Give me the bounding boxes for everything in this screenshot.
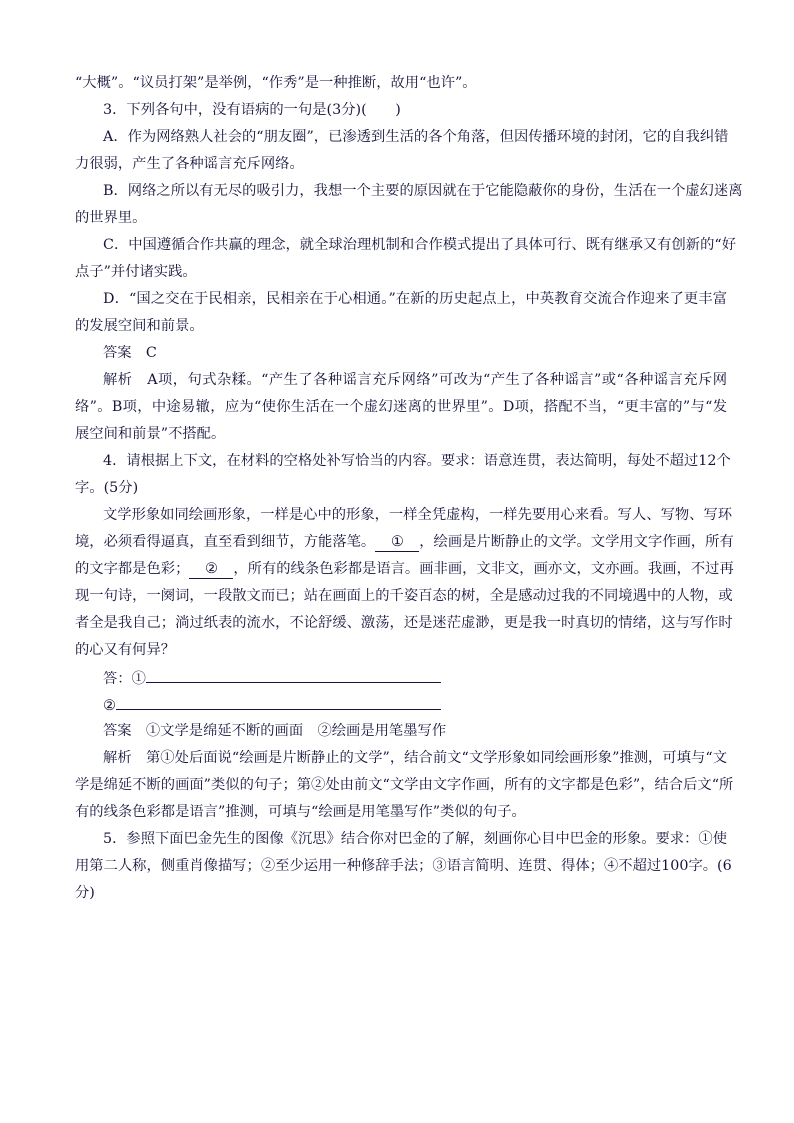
q3-option-a-line2: 力很弱，产生了各种谣言充斥网络。 xyxy=(75,156,304,172)
q4-passage-line3-pre: 的文字都是色彩； xyxy=(75,561,190,577)
q4-analysis-line1: 解析 第①处后面说“绘画是片断静止的文学”，结合前文“文学形象如同绘画形象”推测，可填与“文 xyxy=(103,750,727,766)
q3-analysis-line3: 展空间和前景”不搭配。 xyxy=(75,426,226,442)
q5-stem-line2: 用第二人称，侧重肖像描写；②至少运用一种修辞手法；③语言简明、连贯、得体；④不超过100字。(6 xyxy=(75,858,732,874)
q4-analysis-line2: 学是绵延不断的画面”类似的句子；第②处由前文“文学由文字作画，所有的文字都是色彩”，结合后文“所 xyxy=(75,777,734,793)
blank-1-marker: ① xyxy=(390,534,404,550)
blank-2 xyxy=(189,561,233,579)
q3-analysis-line2: 络”。B项，中途易辙，应为“使你生活在一个虚幻迷离的世界里”。D项，搭配不当，“更丰富的”与“发 xyxy=(75,399,727,415)
q4-stem-line2: 字。(5分) xyxy=(75,480,139,496)
answer-label-2: ② xyxy=(103,698,116,714)
q3-option-b-line2: 的世界里。 xyxy=(75,210,147,226)
q4-passage-line2 xyxy=(75,529,734,556)
q3-analysis-line1: 解析 A项，句式杂糅。“产生了各种谣言充斥网络”可改为“产生了各种谣言”或“各种谣言充斥网 xyxy=(103,372,727,388)
q4-passage-line3 xyxy=(75,556,734,583)
q4-answer-line-2 xyxy=(75,691,727,718)
q4-passage-line2-post: ，绘画是片断静止的文学。文学用文字作画，所有 xyxy=(419,534,734,550)
q4-passage-line6: 的心又有何异？ xyxy=(75,642,176,658)
q3-stem: 3．下列各句中，没有语病的一句是(3分)( ) xyxy=(103,102,401,118)
q4-passage-line2-pre: 境，必须看得逼真，直至看到细节，方能落笔。 xyxy=(75,534,376,550)
blank-2-marker: ② xyxy=(204,561,218,577)
q4-passage-line4: 现一句诗，一阕词，一段散文而已；站在画面上的千姿百态的树，全是感动过我的不同境遇中的人物，或 xyxy=(75,588,733,604)
blank-1 xyxy=(375,534,419,552)
answer-blank-2[interactable] xyxy=(116,691,441,710)
q4-stem-line1: 4．请根据上下文，在材料的空格处补写恰当的内容。要求：语意连贯，表达简明，每处不超过12个 xyxy=(103,453,731,469)
q3-option-d-line1: D．“国之交在于民相亲，民相亲在于心相通。”在新的历史起点上，中英教育交流合作迎来了更丰富 xyxy=(103,291,727,307)
q5-stem-line1: 5．参照下面巴金先生的图像《沉思》结合你对巴金的了解，刻画你心目中巴金的形象。要求：①使 xyxy=(103,831,727,847)
q3-option-c-line2: 点子”并付诸实践。 xyxy=(75,264,197,280)
q4-passage-line1: 文学形象如同绘画形象，一样是心中的形象，一样全凭虚构，一样先要用心来看。写人、写物、写环 xyxy=(103,507,733,523)
q2-analysis-tail: “大概”。“议员打架”是举例，“作秀”是一种推断，故用“也许”。 xyxy=(75,75,477,91)
q3-option-b-line1: B．网络之所以有无尽的吸引力，我想一个主要的原因就在于它能隐蔽你的身份，生活在一个虚幻迷离 xyxy=(103,183,743,199)
q4-answer-line-1 xyxy=(75,664,727,691)
q3-option-a-line1: A．作为网络熟人社会的“朋友圈”，已渗透到生活的各个角落，但因传播环境的封闭，它的自我纠错 xyxy=(103,129,729,145)
q3-option-d-line2: 的发展空间和前景。 xyxy=(75,318,204,334)
document-page xyxy=(75,70,743,907)
q4-passage-line3-post: ，所有的线条色彩都是语言。画非画，文非文，画亦文，文亦画。我画，不过再 xyxy=(233,561,734,577)
q4-answer: 答案 ①文学是绵延不断的画面 ②绘画是用笔墨写作 xyxy=(103,723,447,739)
q3-option-c-line1: C．中国遵循合作共赢的理念，就全球治理机制和合作模式提出了具体可行、既有继承又有创新的“好 xyxy=(103,237,737,253)
answer-blank-1[interactable] xyxy=(146,664,441,683)
q4-analysis-line3: 有的线条色彩都是语言”推测，可填与“绘画是用笔墨写作”类似的句子。 xyxy=(75,804,526,820)
answer-label-1: 答：① xyxy=(103,671,146,687)
q3-answer: 答案 C xyxy=(103,345,157,361)
q5-stem-line3: 分) xyxy=(75,885,95,901)
q4-passage-line5: 者全是我自己；淌过纸表的流水，不论舒缓、激荡，还是迷茫虚渺，更是我一时真切的情绪，这与写作时 xyxy=(75,615,733,631)
